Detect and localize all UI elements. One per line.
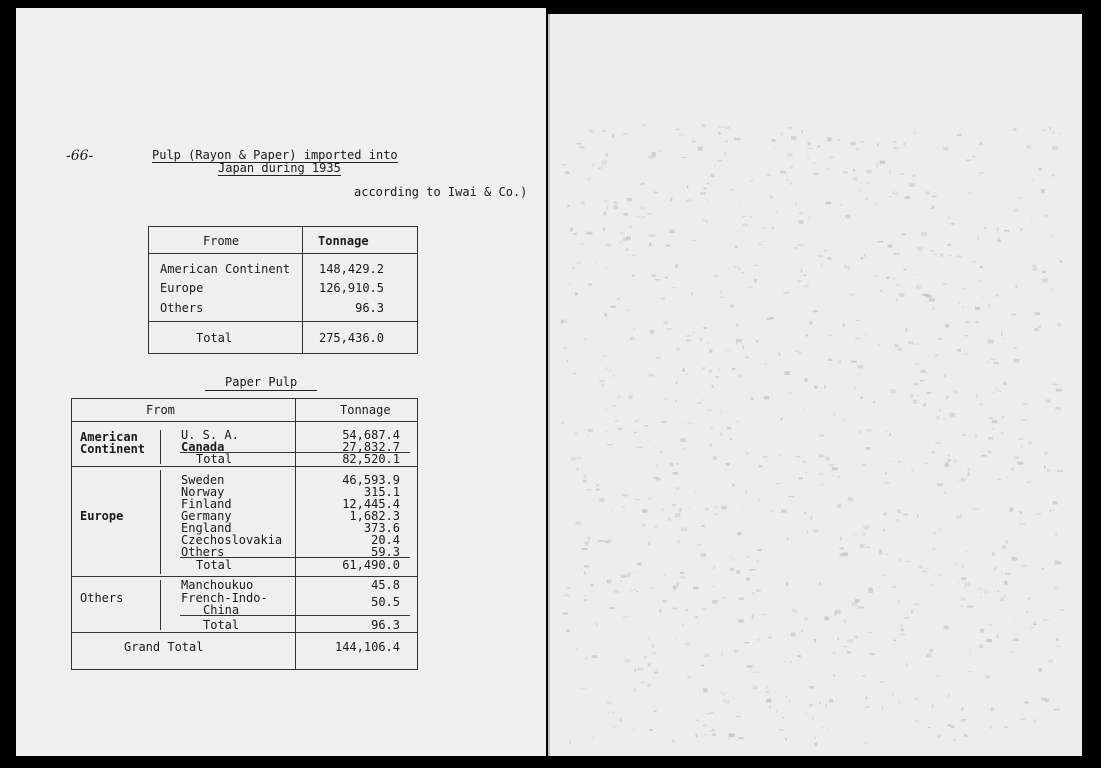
country-label: Canada bbox=[181, 440, 225, 454]
subtotal-value: 82,520.1 bbox=[342, 452, 400, 466]
table1-row-tonnage: 148,429.2 bbox=[318, 262, 384, 276]
table1-row-tonnage: 126,910.5 bbox=[318, 281, 384, 295]
grand-total-value: 144,106.4 bbox=[334, 640, 400, 654]
country-label: Germany bbox=[181, 509, 232, 523]
country-tonnage: 12,445.4 bbox=[342, 497, 400, 511]
subtotal-value: 96.3 bbox=[371, 618, 400, 632]
table1-row-from: Europe bbox=[160, 281, 204, 295]
title-line-2: Japan during 1935 bbox=[218, 161, 341, 175]
table2-header-tonnage: Tonnage bbox=[340, 403, 391, 417]
country-tonnage: 315.1 bbox=[363, 485, 400, 499]
page-number: -66- bbox=[66, 148, 94, 164]
country-tonnage: 20.4 bbox=[371, 533, 400, 547]
country-tonnage: 59.3 bbox=[371, 545, 400, 559]
country-label: French-Indo- bbox=[181, 591, 268, 605]
country-tonnage: 46,593.9 bbox=[342, 473, 400, 487]
table1-total-label: Total bbox=[196, 331, 233, 345]
region-label: Europe bbox=[80, 509, 124, 523]
table1-row-from: Others bbox=[160, 301, 204, 315]
region-label: Continent bbox=[80, 442, 146, 456]
country-tonnage: 50.5 bbox=[371, 595, 400, 609]
table1-total-value: 275,436.0 bbox=[318, 331, 384, 345]
country-label-continued: China bbox=[203, 603, 240, 617]
country-tonnage: 373.6 bbox=[363, 521, 400, 535]
grand-total-label: Grand Total bbox=[124, 640, 204, 654]
table1-row-from: American Continent bbox=[160, 262, 291, 276]
source-note: according to Iwai & Co.) bbox=[354, 185, 528, 199]
country-label: Norway bbox=[181, 485, 225, 499]
country-label: Manchoukuo bbox=[181, 578, 254, 592]
country-label: Others bbox=[181, 545, 225, 559]
country-tonnage: 54,687.4 bbox=[342, 428, 400, 442]
subtotal-label: Total bbox=[196, 452, 233, 466]
table1-row-tonnage: 96.3 bbox=[355, 301, 384, 315]
subtotal-label: Total bbox=[196, 558, 233, 572]
subtotal-label: Total bbox=[203, 618, 240, 632]
country-tonnage: 1,682.3 bbox=[349, 509, 400, 523]
country-tonnage: 27,832.7 bbox=[342, 440, 400, 454]
table1-header-tonnage: Tonnage bbox=[318, 234, 369, 248]
region-label: American bbox=[80, 430, 138, 444]
country-tonnage: 45.8 bbox=[371, 578, 400, 592]
country-label: Sweden bbox=[181, 473, 225, 487]
country-label: U. S. A. bbox=[181, 428, 239, 442]
table2-caption: Paper Pulp bbox=[205, 375, 317, 391]
region-label: Others bbox=[80, 591, 124, 605]
country-label: Finland bbox=[181, 497, 232, 511]
title-line-1: Pulp (Rayon & Paper) imported into bbox=[152, 148, 398, 162]
country-label: England bbox=[181, 521, 232, 535]
table1-header-from: Frome bbox=[203, 234, 240, 248]
right-page-bleed-through bbox=[548, 14, 1082, 756]
bleed-through-texture bbox=[550, 114, 1070, 754]
country-label: Czechoslovakia bbox=[181, 533, 283, 547]
table2-header-from: From bbox=[146, 403, 175, 417]
subtotal-value: 61,490.0 bbox=[342, 558, 400, 572]
